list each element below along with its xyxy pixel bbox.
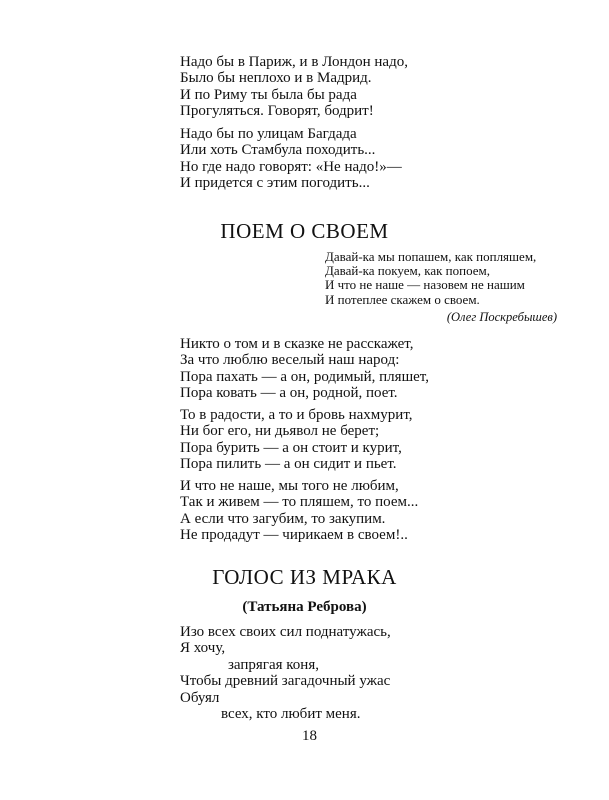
verse-line: И по Риму ты была бы рада [180,86,357,103]
verse-line: То в радости, а то и бровь нахмурит, [180,407,413,423]
epigraph-line: И потеплее скажем о своем. [325,291,480,307]
verse-line: запрягая коня, [228,656,319,673]
verse-line: И придется с этим погодить... [180,175,370,192]
poem2-title: ПОЕМ О СВОЕМ [220,219,389,243]
poem2-stanza-3 [180,478,418,544]
verse-line: И что не наше, мы того не любим, [180,478,399,494]
verse-line: Пора ковать — а он, родной, поет. [180,385,398,402]
verse-line: Но где надо говорят: «Не надо!»— [180,158,402,175]
verse-line: Прогуляться. Говорят, бодрит! [180,103,374,120]
poem1-stanza-2 [180,126,402,192]
verse-line: За что люблю веселый наш народ: [180,352,400,369]
verse-line: Пора бурить — а он стоит и курит, [180,439,402,456]
poem2-stanza-2 [180,407,413,473]
poem2-stanza-1 [180,336,429,402]
verse-line: А если что загубим, то закупим. [180,510,386,527]
poem1-stanza-1 [180,54,408,120]
epigraph-line: Давай-ка мы попашем, как попляшем, [325,249,537,264]
verse-line: Было бы неплохо и в Мадрид. [180,70,372,87]
poem3-title: ГОЛОС ИЗ МРАКА [212,565,397,589]
verse-line: Не продадут — чирикаем в своем!.. [180,527,408,544]
verse-line: Пора пахать — а он, родимый, пляшет, [180,368,429,385]
epigraph-line: И что не наше — назовем не нашим [325,277,525,293]
verse-line: Пора пилить — а он сидит и пьет. [180,456,397,473]
verse-line: Я хочу, [180,640,226,657]
epigraph [325,250,536,307]
epigraph-line: Давай-ка покуем, как попоем, [325,263,490,279]
verse-line: Так и живем — то пляшем, то поем... [180,494,419,511]
page-number: 18 [302,728,317,744]
verse-line: Чтобы древний загадочный ужас [180,673,391,690]
verse-line: Надо бы по улицам Багдада [180,126,357,142]
epigraph-author: (Олег Поскребышев) [446,310,557,324]
verse-line: Ни бог его, ни дьявол не берет; [180,423,380,440]
verse-line: Надо бы в Париж, и в Лондон надо, [180,54,408,70]
poem3-author: (Татьяна Реброва) [242,599,367,615]
verse-line: Или хоть Стамбула походить... [180,142,376,159]
verse-line: Изо всех своих сил поднатужась, [180,624,391,640]
verse-line: Никто о том и в сказке не расскажет, [180,336,414,352]
verse-line: всех, кто любит меня. [221,705,361,722]
verse-line: Обуял [180,689,220,706]
poem3-stanza [180,624,391,722]
